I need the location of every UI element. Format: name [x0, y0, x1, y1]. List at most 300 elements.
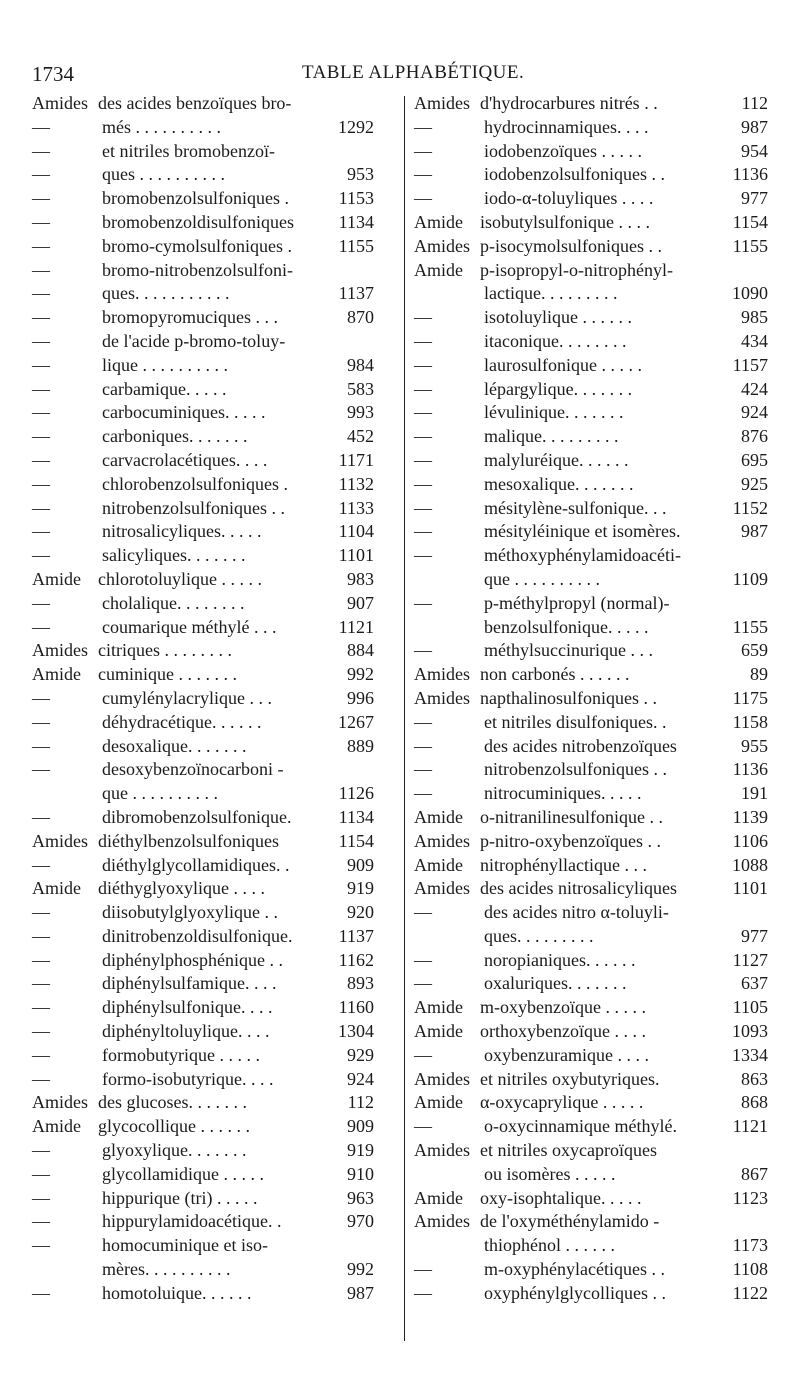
entry-lead: —: [32, 1235, 50, 1256]
entry-page-ref: 1162: [338, 949, 374, 970]
index-entry: [32, 116, 394, 140]
index-entry: [414, 1234, 778, 1258]
entry-text: et nitriles disulfoniques. .: [484, 711, 667, 732]
entry-lead: —: [32, 473, 50, 494]
entry-text: et nitriles oxycaproïques: [480, 1140, 657, 1161]
entry-text: m-oxybenzoïque . . . . .: [480, 997, 646, 1018]
index-entry: [414, 259, 778, 283]
entry-page-ref: 1173: [732, 1235, 768, 1256]
entry-text: diéthylglycollamidiques. .: [102, 854, 290, 875]
index-entry: [414, 854, 778, 878]
index-entry: [414, 378, 778, 402]
entry-page-ref: 870: [347, 307, 374, 328]
entry-text: nitrophényllactique . . .: [480, 854, 647, 875]
entry-lead: —: [32, 378, 50, 399]
entry-page-ref: 1157: [732, 354, 768, 375]
entry-lead: —: [32, 497, 50, 518]
entry-page-ref: 695: [741, 449, 768, 470]
index-entry: [414, 473, 778, 497]
index-entry: [414, 758, 778, 782]
entry-text: mesoxalique. . . . . . .: [484, 473, 634, 494]
entry-text: carvacrolacétiques. . . .: [102, 449, 268, 470]
entry-text: et nitriles bromobenzoï-: [102, 140, 275, 161]
index-column-right: [414, 92, 778, 1306]
entry-text: p-méthylpropyl (normal)-: [484, 592, 670, 613]
entry-lead: —: [32, 1068, 50, 1089]
entry-page-ref: 1109: [732, 568, 768, 589]
entry-lead: —: [32, 1163, 50, 1184]
entry-page-ref: 929: [347, 1044, 374, 1065]
entry-text: ques. . . . . . . . .: [484, 925, 594, 946]
entry-lead: —: [414, 711, 432, 732]
index-entry: [32, 1210, 394, 1234]
entry-lead: —: [414, 426, 432, 447]
entry-lead: —: [32, 902, 50, 923]
entry-page-ref: 884: [347, 640, 374, 661]
entry-page-ref: 977: [741, 188, 768, 209]
entry-text: iodobenzoïques . . . . .: [484, 140, 642, 161]
index-entry: [414, 972, 778, 996]
entry-lead: Amides: [32, 640, 88, 661]
entry-lead: —: [32, 592, 50, 613]
entry-text: salicyliques. . . . . . .: [102, 545, 246, 566]
entry-lead: —: [414, 592, 432, 613]
entry-text: glycocollique . . . . . .: [98, 1116, 250, 1137]
entry-page-ref: 1123: [732, 1187, 768, 1208]
entry-text: lépargylique. . . . . . .: [484, 378, 633, 399]
entry-page-ref: 1136: [732, 164, 768, 185]
entry-lead: —: [414, 1044, 432, 1065]
index-entry: [32, 758, 394, 782]
entry-text: o-nitranilinesulfonique . .: [480, 806, 663, 827]
entry-page-ref: 424: [741, 378, 768, 399]
entry-text: méthylsuccinurique . . .: [484, 640, 653, 661]
entry-lead: —: [32, 1187, 50, 1208]
entry-lead: —: [32, 949, 50, 970]
index-entry: [414, 1163, 778, 1187]
entry-page-ref: 637: [741, 973, 768, 994]
entry-text: oxaluriques. . . . . . .: [484, 973, 627, 994]
index-entry: [414, 663, 778, 687]
entry-lead: Amides: [414, 1068, 470, 1089]
entry-text: malyluréique. . . . . .: [484, 449, 629, 470]
index-entry: [32, 949, 394, 973]
entry-page-ref: 1088: [732, 854, 768, 875]
entry-lead: —: [32, 330, 50, 351]
index-entry: [32, 877, 394, 901]
entry-page-ref: 867: [741, 1163, 768, 1184]
entry-text: des glucoses. . . . . . .: [98, 1092, 247, 1113]
entry-lead: Amides: [414, 830, 470, 851]
entry-text: homocuminique et iso-: [102, 1235, 268, 1256]
entry-text: thiophénol . . . . . .: [484, 1235, 615, 1256]
entry-page-ref: 1154: [338, 830, 374, 851]
entry-text: oxybenzuramique . . . .: [484, 1044, 649, 1065]
entry-text: des acides nitro α-toluyli-: [484, 902, 669, 923]
entry-text: diphényltoluylique. . . .: [102, 1021, 270, 1042]
entry-text: nitrobenzolsulfoniques . .: [102, 497, 285, 518]
entry-lead: Amides: [32, 830, 88, 851]
entry-text: oxyphénylglycolliques . .: [484, 1282, 666, 1303]
entry-lead: Amide: [32, 878, 81, 899]
entry-page-ref: 1104: [338, 521, 374, 542]
entry-text: citriques . . . . . . . .: [98, 640, 232, 661]
entry-text: lévulinique. . . . . . .: [484, 402, 624, 423]
entry-text: diéthyglyoxylique . . . .: [98, 878, 265, 899]
index-entry: [32, 211, 394, 235]
entry-text: dinitrobenzoldisulfonique.: [102, 925, 293, 946]
entry-text: bromo-nitrobenzolsulfoni-: [102, 259, 293, 280]
entry-lead: —: [32, 759, 50, 780]
index-entry: [414, 282, 778, 306]
index-entry: [32, 1139, 394, 1163]
entry-lead: —: [414, 783, 432, 804]
index-entry: [32, 259, 394, 283]
entry-page-ref: 863: [741, 1068, 768, 1089]
index-entry: [414, 1020, 778, 1044]
index-entry: [414, 949, 778, 973]
entry-lead: —: [32, 854, 50, 875]
entry-text: p-isopropyl-o-nitrophényl-: [480, 259, 673, 280]
entry-text: diisobutylglyoxylique . .: [102, 902, 279, 923]
entry-lead: Amide: [414, 1092, 463, 1113]
index-entry: [32, 1044, 394, 1068]
entry-lead: —: [32, 545, 50, 566]
index-entry: [32, 639, 394, 663]
index-entry: [414, 830, 778, 854]
entry-page-ref: 1267: [338, 711, 374, 732]
entry-lead: —: [414, 759, 432, 780]
entry-page-ref: 1137: [338, 283, 374, 304]
entry-text: mésitylène-sulfonique. . .: [484, 497, 667, 518]
entry-text: hippurylamidoacétique. .: [102, 1211, 282, 1232]
entry-text: chlorobenzolsulfoniques .: [102, 473, 288, 494]
index-entry: [32, 972, 394, 996]
entry-page-ref: 1121: [338, 616, 374, 637]
entry-page-ref: 1101: [732, 878, 768, 899]
entry-text: dibromobenzolsulfonique.: [102, 806, 292, 827]
entry-text: ques. . . . . . . . . . .: [102, 283, 230, 304]
index-entry: [32, 187, 394, 211]
entry-text: isobutylsulfonique . . . .: [480, 211, 650, 232]
entry-page-ref: 868: [741, 1092, 768, 1113]
entry-lead: Amide: [414, 854, 463, 875]
index-entry: [32, 1187, 394, 1211]
entry-page-ref: 434: [741, 330, 768, 351]
entry-text: et nitriles oxybutyriques.: [480, 1068, 660, 1089]
index-entry: [32, 378, 394, 402]
entry-page-ref: 1133: [338, 497, 374, 518]
entry-text: isotoluylique . . . . . .: [484, 307, 632, 328]
entry-lead: Amides: [414, 235, 470, 256]
entry-page-ref: 1152: [732, 497, 768, 518]
entry-lead: —: [32, 449, 50, 470]
index-column-left: [32, 92, 394, 1306]
entry-page-ref: 1105: [732, 997, 768, 1018]
entry-page-ref: 1155: [732, 235, 768, 256]
entry-text: cuminique . . . . . . .: [98, 664, 237, 685]
entry-text: diphénylsulfonique. . . .: [102, 997, 273, 1018]
index-entry: [414, 449, 778, 473]
entry-lead: —: [414, 473, 432, 494]
entry-lead: —: [414, 521, 432, 542]
index-entry: [414, 92, 778, 116]
entry-page-ref: 1139: [732, 806, 768, 827]
index-entry: [32, 782, 394, 806]
entry-lead: —: [414, 164, 432, 185]
entry-lead: —: [414, 378, 432, 399]
entry-lead: —: [414, 640, 432, 661]
index-entry: [32, 996, 394, 1020]
entry-text: carbamique. . . . .: [102, 378, 227, 399]
entry-lead: Amides: [414, 1211, 470, 1232]
entry-text: benzolsulfonique. . . . .: [484, 616, 649, 637]
entry-text: p-isocymolsulfoniques . .: [480, 235, 662, 256]
index-entry: [32, 401, 394, 425]
entry-page-ref: 583: [347, 378, 374, 399]
entry-page-ref: 996: [347, 687, 374, 708]
entry-text: α-oxycaprylique . . . . .: [480, 1092, 644, 1113]
index-entry: [414, 497, 778, 521]
index-entry: [32, 925, 394, 949]
index-entry: [414, 1139, 778, 1163]
entry-lead: Amides: [414, 687, 470, 708]
entry-page-ref: 1106: [732, 830, 768, 851]
index-entry: [32, 354, 394, 378]
entry-lead: —: [32, 307, 50, 328]
index-entry: [32, 901, 394, 925]
entry-page-ref: 1134: [338, 211, 374, 232]
index-entry: [414, 996, 778, 1020]
entry-page-ref: 1154: [732, 211, 768, 232]
entry-lead: —: [414, 949, 432, 970]
entry-text: desoxybenzoïnocarboni -: [102, 759, 284, 780]
index-entry: [32, 449, 394, 473]
entry-lead: —: [414, 1259, 432, 1280]
entry-text: méthoxyphénylamidoacéti-: [484, 545, 681, 566]
index-entry: [32, 830, 394, 854]
entry-page-ref: 1158: [732, 711, 768, 732]
index-entry: [32, 616, 394, 640]
entry-page-ref: 1108: [732, 1259, 768, 1280]
index-entry: [32, 330, 394, 354]
entry-page-ref: 1122: [732, 1282, 768, 1303]
entry-lead: Amides: [32, 1092, 88, 1113]
entry-lead: —: [32, 211, 50, 232]
entry-lead: Amides: [414, 664, 470, 685]
entry-text: cholalique. . . . . . . .: [102, 592, 245, 613]
index-entry: [414, 425, 778, 449]
entry-page-ref: 893: [347, 973, 374, 994]
entry-page-ref: 659: [741, 640, 768, 661]
index-entry: [414, 639, 778, 663]
entry-page-ref: 1155: [732, 616, 768, 637]
page-number: 1734: [32, 62, 74, 86]
entry-lead: —: [32, 1044, 50, 1065]
entry-lead: —: [32, 426, 50, 447]
entry-lead: —: [414, 1116, 432, 1137]
entry-page-ref: 1175: [732, 687, 768, 708]
page-header: [32, 58, 782, 88]
entry-lead: —: [414, 735, 432, 756]
entry-text: cumylénylacrylique . . .: [102, 687, 272, 708]
entry-page-ref: 992: [347, 664, 374, 685]
entry-page-ref: 112: [741, 93, 768, 113]
entry-text: que . . . . . . . . . .: [102, 783, 218, 804]
index-entry: [414, 187, 778, 211]
entry-lead: —: [414, 402, 432, 423]
index-entry: [32, 1163, 394, 1187]
entry-page-ref: 987: [741, 116, 768, 137]
entry-page-ref: 924: [347, 1068, 374, 1089]
entry-page-ref: 984: [347, 354, 374, 375]
entry-text: de l'acide p-bromo-toluy-: [102, 330, 286, 351]
entry-page-ref: 970: [347, 1211, 374, 1232]
entry-page-ref: 910: [347, 1163, 374, 1184]
index-entry: [414, 806, 778, 830]
entry-page-ref: 953: [347, 164, 374, 185]
entry-text: més . . . . . . . . . .: [102, 116, 221, 137]
entry-text: diéthylbenzolsulfoniques: [98, 830, 279, 851]
entry-page-ref: 1171: [338, 449, 374, 470]
entry-lead: —: [32, 687, 50, 708]
entry-text: itaconique. . . . . . . .: [484, 330, 627, 351]
entry-lead: —: [32, 973, 50, 994]
index-entry: [32, 806, 394, 830]
entry-page-ref: 909: [347, 1116, 374, 1137]
entry-page-ref: 1334: [732, 1044, 768, 1065]
entry-lead: Amide: [414, 806, 463, 827]
entry-page-ref: 1137: [338, 925, 374, 946]
index-entry: [32, 1258, 394, 1282]
index-entry: [32, 520, 394, 544]
entry-lead: —: [32, 259, 50, 280]
index-entry: [414, 901, 778, 925]
entry-text: nitrosalicyliques. . . . .: [102, 521, 262, 542]
index-entry: [414, 163, 778, 187]
entry-text: ou isomères . . . . .: [484, 1163, 616, 1184]
entry-page-ref: 907: [347, 592, 374, 613]
entry-page-ref: 987: [741, 521, 768, 542]
index-entry: [32, 1234, 394, 1258]
index-entry: [32, 497, 394, 521]
entry-page-ref: 1121: [732, 1116, 768, 1137]
entry-page-ref: 992: [347, 1259, 374, 1280]
entry-text: chlorotoluylique . . . . .: [98, 568, 262, 589]
entry-text: des acides nitrosalicyliques: [480, 878, 677, 899]
entry-text: non carbonés . . . . . .: [480, 664, 630, 685]
entry-text: formo-isobutyrique. . . .: [102, 1068, 274, 1089]
index-entry: [32, 663, 394, 687]
entry-page-ref: 925: [741, 473, 768, 494]
entry-text: d'hydrocarbures nitrés . .: [480, 93, 658, 113]
entry-text: bromobenzolsulfoniques .: [102, 188, 289, 209]
index-entry: [414, 306, 778, 330]
running-title: TABLE ALPHABÉTIQUE.: [302, 62, 525, 83]
index-entry: [414, 592, 778, 616]
entry-page-ref: 1155: [338, 235, 374, 256]
entry-page-ref: 987: [347, 1282, 374, 1303]
entry-lead: Amides: [414, 1140, 470, 1161]
entry-lead: Amides: [32, 93, 88, 113]
entry-lead: —: [414, 497, 432, 518]
index-entry: [414, 1282, 778, 1306]
entry-lead: —: [414, 449, 432, 470]
entry-lead: —: [32, 402, 50, 423]
entry-page-ref: 1132: [338, 473, 374, 494]
entry-text: lactique. . . . . . . . .: [484, 283, 618, 304]
entry-page-ref: 1093: [732, 1021, 768, 1042]
entry-page-ref: 112: [347, 1092, 374, 1113]
entry-lead: —: [32, 188, 50, 209]
index-entry: [414, 140, 778, 164]
index-entry: [414, 616, 778, 640]
index-entry: [32, 711, 394, 735]
index-entry: [32, 1091, 394, 1115]
entry-lead: —: [414, 188, 432, 209]
entry-page-ref: 977: [741, 925, 768, 946]
entry-lead: —: [32, 140, 50, 161]
entry-lead: —: [32, 1021, 50, 1042]
entry-page-ref: 920: [347, 902, 374, 923]
index-entry: [414, 330, 778, 354]
index-entry: [32, 687, 394, 711]
index-entry: [414, 401, 778, 425]
entry-text: formobutyrique . . . . .: [102, 1044, 260, 1065]
entry-page-ref: 1292: [338, 116, 374, 137]
index-entry: [414, 1258, 778, 1282]
entry-lead: —: [32, 235, 50, 256]
index-entry: [32, 1020, 394, 1044]
index-entry: [32, 235, 394, 259]
index-entry: [32, 1282, 394, 1306]
entry-text: bromopyromuciques . . .: [102, 307, 278, 328]
entry-lead: —: [414, 116, 432, 137]
entry-text: oxy-isophtalique. . . . .: [480, 1187, 642, 1208]
index-entry: [32, 544, 394, 568]
index-entry: [414, 1187, 778, 1211]
index-entry: [414, 1068, 778, 1092]
entry-lead: Amide: [414, 211, 463, 232]
entry-lead: Amide: [414, 1187, 463, 1208]
entry-lead: —: [414, 545, 432, 566]
entry-page-ref: 963: [347, 1187, 374, 1208]
entry-lead: —: [32, 1282, 50, 1303]
entry-text: malique. . . . . . . . .: [484, 426, 619, 447]
entry-page-ref: 1304: [338, 1021, 374, 1042]
entry-page-ref: 876: [741, 426, 768, 447]
index-entry: [32, 92, 394, 116]
index-entry: [414, 925, 778, 949]
entry-text: diphénylphosphénique . .: [102, 949, 283, 970]
index-entry: [32, 140, 394, 164]
entry-lead: Amide: [414, 1021, 463, 1042]
index-entry: [414, 520, 778, 544]
index-entry: [32, 473, 394, 497]
entry-text: hippurique (tri) . . . . .: [102, 1187, 258, 1208]
index-entry: [32, 306, 394, 330]
index-entry: [414, 1044, 778, 1068]
entry-lead: —: [32, 1211, 50, 1232]
index-entry: [414, 544, 778, 568]
entry-lead: —: [32, 925, 50, 946]
entry-lead: —: [32, 283, 50, 304]
entry-text: coumarique méthylé . . .: [102, 616, 277, 637]
index-entry: [414, 1115, 778, 1139]
entry-text: mères. . . . . . . . . .: [102, 1259, 231, 1280]
index-entry: [414, 735, 778, 759]
entry-page-ref: 955: [741, 735, 768, 756]
